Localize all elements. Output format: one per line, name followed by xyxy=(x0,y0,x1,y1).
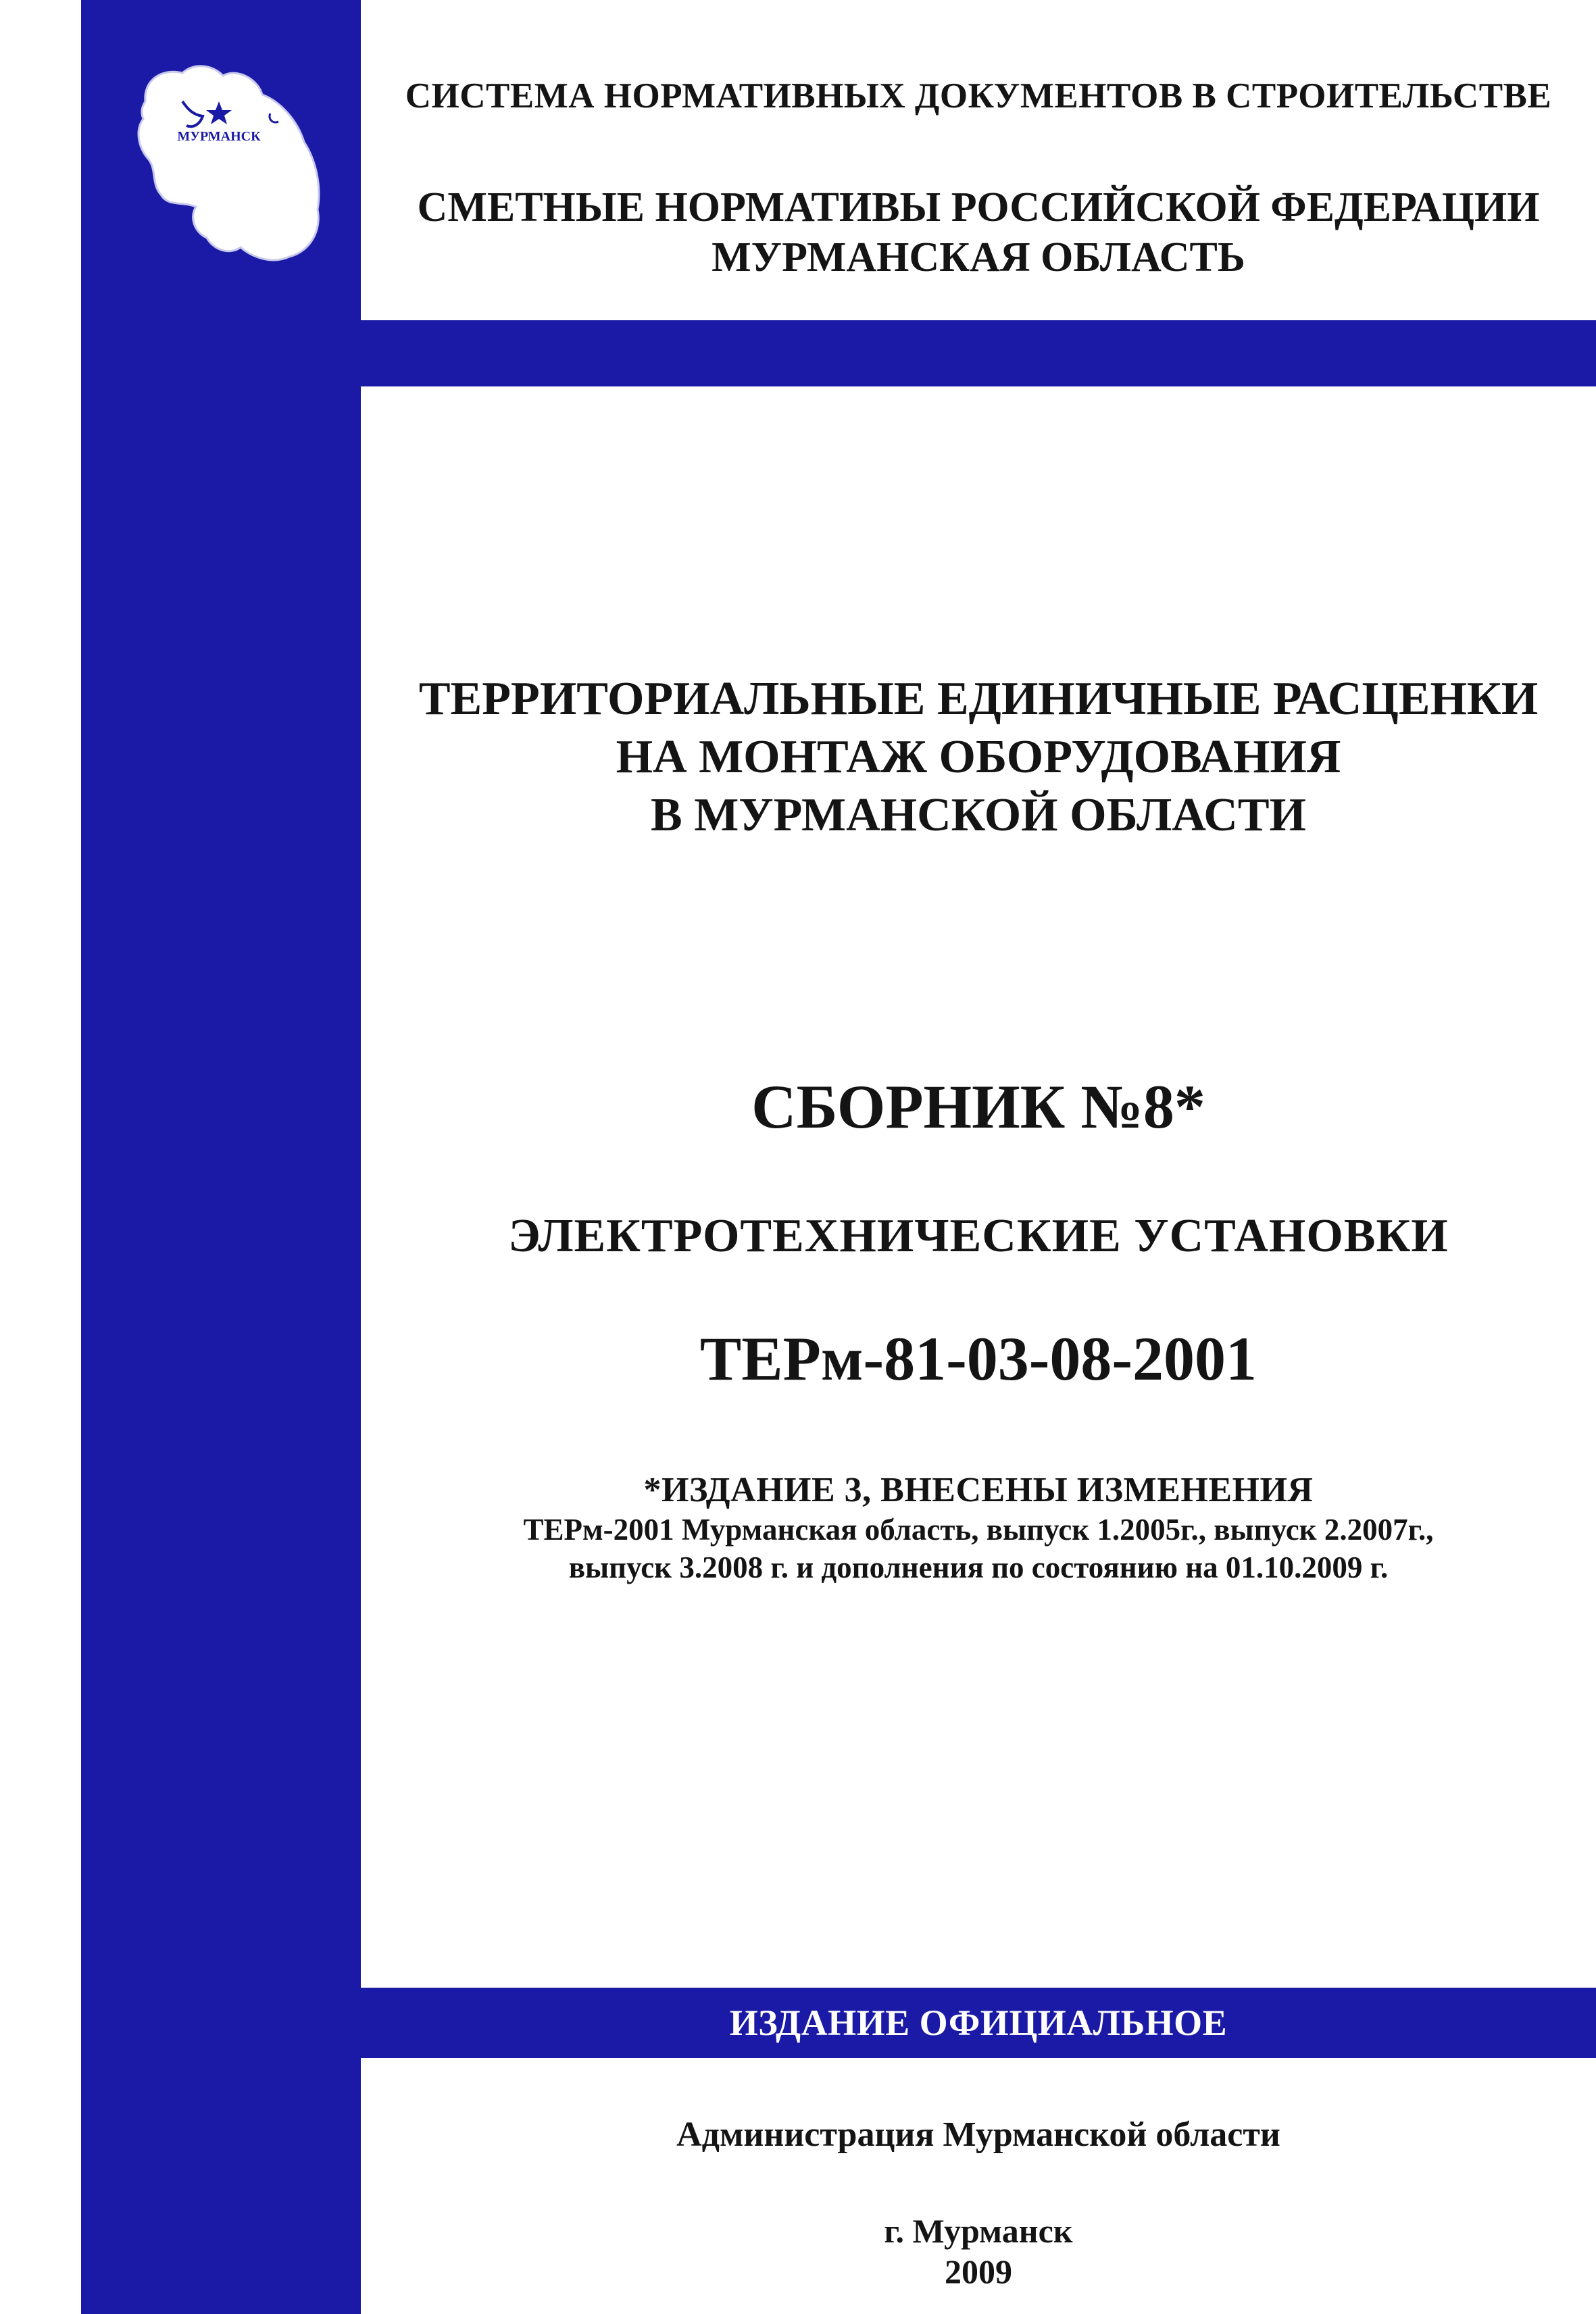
header-system-line xyxy=(361,76,1596,116)
title-line3: В МУРМАНСКОЙ ОБЛАСТИ xyxy=(651,789,1306,841)
edition-note xyxy=(361,1470,1596,1586)
year-text: 2009 xyxy=(945,2253,1012,2290)
city-text: г. Мурманск xyxy=(884,2212,1073,2250)
publisher xyxy=(361,2115,1596,2155)
region-outline xyxy=(139,66,319,260)
title-line1: ТЕРРИТОРИАЛЬНЫЕ ЕДИНИЧНЫЕ РАСЦЕНКИ xyxy=(418,673,1539,725)
publisher-text: Администрация Мурманской области xyxy=(676,2115,1280,2154)
top-blue-band xyxy=(81,320,1596,386)
edition-line2: ТЕРм-2001 Мурманская область, выпуск 1.2005г., выпуск 2.2007г., xyxy=(523,1513,1434,1546)
official-edition-label: ИЗДАНИЕ ОФИЦИАЛЬНОЕ xyxy=(729,2003,1228,2043)
header-norms-line1: СМЕТНЫЕ НОРМАТИВЫ РОССИЙСКОЙ ФЕДЕРАЦИИ xyxy=(417,184,1540,230)
region-map-icon xyxy=(81,0,361,312)
collection-subject-text: ЭЛЕКТРОТЕХНИЧЕСКИЕ УСТАНОВКИ xyxy=(508,1210,1449,1262)
collection-title xyxy=(361,1071,1596,1142)
collection-subject xyxy=(361,1209,1596,1263)
logo-label: МУРМАНСК xyxy=(177,129,261,144)
header-system-text: СИСТЕМА НОРМАТИВНЫХ ДОКУМЕНТОВ В СТРОИТЕЛЬСТВЕ xyxy=(405,76,1552,116)
title-line2: НА МОНТАЖ ОБОРУДОВАНИЯ xyxy=(616,731,1341,783)
header-norms-line2: МУРМАНСКАЯ ОБЛАСТЬ xyxy=(712,234,1245,280)
document-title xyxy=(361,670,1596,845)
edition-line1: *ИЗДАНИЕ 3, ВНЕСЕНЫ ИЗМЕНЕНИЯ xyxy=(643,1471,1314,1509)
document-code-text: ТЕРм-81-03-08-2001 xyxy=(699,1324,1257,1393)
edition-line3: выпуск 3.2008 г. и дополнения по состоянию на 01.10.2009 г. xyxy=(568,1551,1389,1584)
place-and-year xyxy=(361,2211,1596,2292)
collection-title-text: СБОРНИК №8* xyxy=(751,1072,1205,1141)
header-norms xyxy=(361,182,1596,282)
murmansk-region-logo xyxy=(81,0,361,312)
document-code xyxy=(361,1323,1596,1394)
